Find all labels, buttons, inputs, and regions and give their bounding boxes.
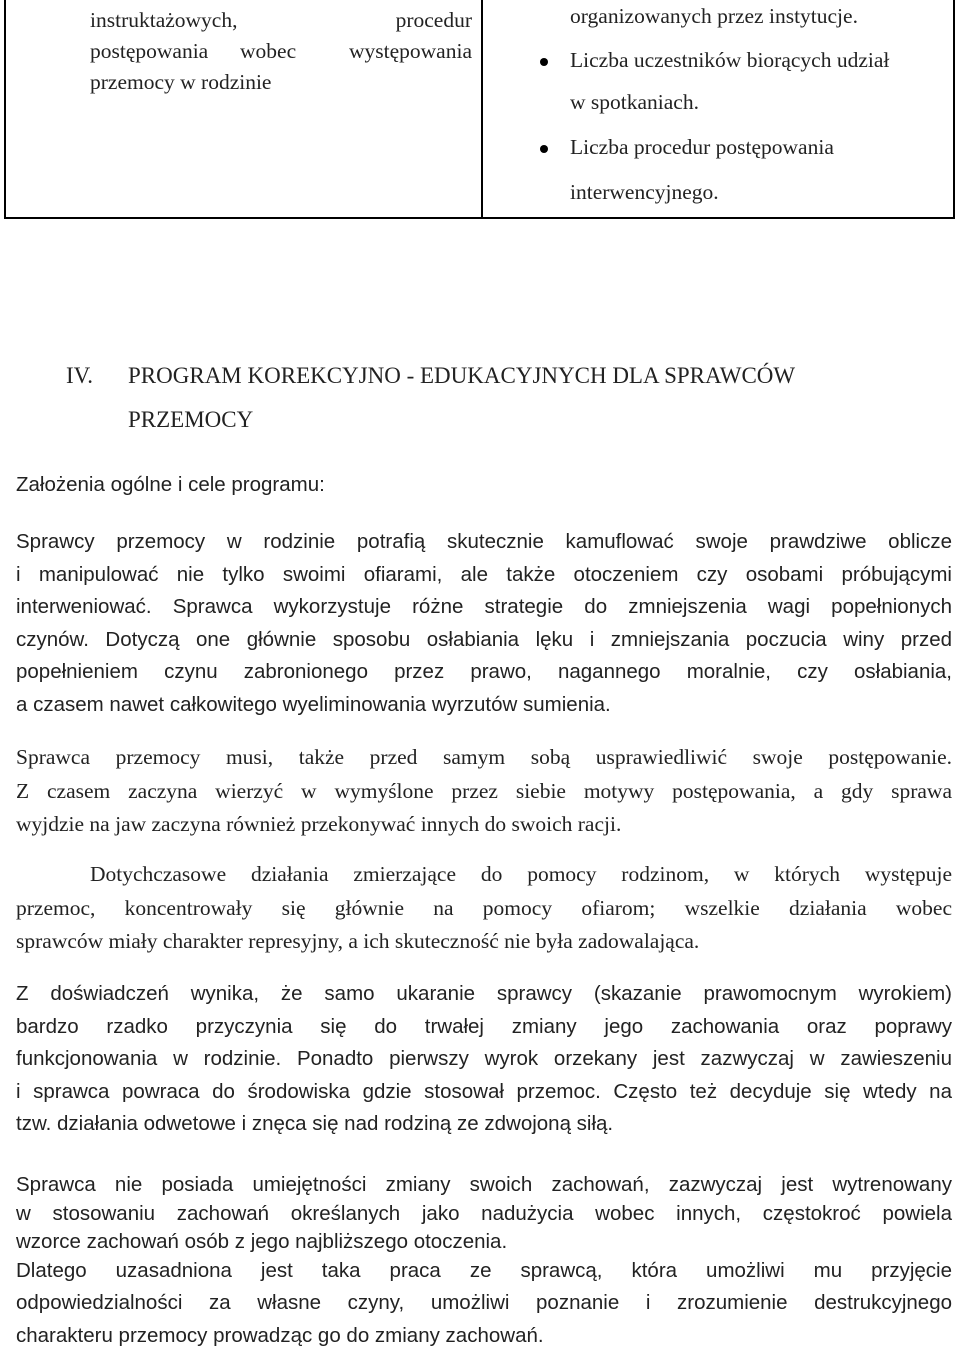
paragraph-line: czynów. Dotyczą one głównie sposobu osłabiania lęku i zmniejszania poczucia winy przed: [16, 627, 952, 651]
left-cell-word: instruktażowych,: [90, 8, 238, 32]
paragraph-line: tzw. działania odwetowe i znęca się nad rodziną ze zdwojoną siłą.: [16, 1112, 614, 1135]
bullet-icon: [540, 58, 548, 66]
paragraph-line: i manipulować nie tylko swoimi ofiarami, ale także otoczeniem czy osobami próbującymi: [16, 562, 952, 586]
paragraph: [16, 978, 952, 1141]
paragraph-line: Z czasem zaczyna wierzyć w wymyślone przez siebie motywy postępowania, a gdy sprawa: [16, 778, 952, 803]
left-cell-word: występowania: [349, 39, 472, 63]
section-title-continuation: PRZEMOCY: [128, 407, 254, 432]
paragraph-line: Dlatego uzasadniona jest taka praca ze sprawcą, która umożliwi mu przyjęcie: [16, 1258, 952, 1282]
subheading: Założenia ogólne i cele programu:: [16, 473, 325, 496]
paragraph-line: w stosowaniu zachowań określanych jako nadużycia wobec innych, częstokroć powiela: [16, 1201, 952, 1225]
left-cell-line: przemocy w rodzinie: [90, 70, 272, 94]
paragraph-line: wyjdzie na jaw zaczyna również przekonywać innych do swoich racji.: [16, 812, 622, 836]
paragraph: [16, 741, 952, 842]
paragraph-line: odpowiedzialności za własne czyny, umożliwi poznanie i zrozumienie destrukcyjnego: [16, 1291, 952, 1314]
bullet-item-continuation: w spotkaniach.: [570, 90, 699, 114]
paragraph-line: Sprawca przemocy musi, także przed samym sobą usprawiedliwić swoje postępowanie.: [16, 745, 952, 769]
paragraph-line: Dotychczasowe działania zmierzające do pomocy rodzinom, w których występuje: [90, 862, 952, 886]
paragraph-line: charakteru przemocy prowadząc go do zmiany zachowań.: [16, 1323, 544, 1347]
bullet-item-continuation: interwencyjnego.: [570, 180, 719, 204]
paragraph-line: wzorce zachowań osób z jego najbliższego otoczenia.: [16, 1230, 508, 1253]
paragraph-line: i sprawca powraca do środowiska gdzie stosował przemoc. Często też decyduje się wtedy na: [16, 1079, 952, 1103]
section-title: PROGRAM KOREKCYJNO - EDUKACYJNYCH DLA SPRAWCÓW: [128, 363, 796, 388]
paragraph-line: a czasem nawet całkowitego wyeliminowania wyrzutów sumienia.: [16, 692, 611, 716]
paragraph-line: Z doświadczeń wynika, że samo ukaranie sprawcy (skazanie prawomocnym wyrokiem): [16, 982, 952, 1005]
paragraph-line: popełnieniem czynu zabronionego przez prawo, nagannego moralnie, czy osłabiania,: [16, 660, 952, 684]
left-cell-word: wobec: [240, 39, 297, 63]
paragraph-line: bardzo rzadko przyczynia się do trwałej zmiany jego zachowania oraz poprawy: [16, 1014, 952, 1038]
indicators-table: [4, 0, 955, 219]
paragraph: [16, 1171, 952, 1350]
paragraph-line: Sprawcy przemocy w rodzinie potrafią skutecznie kamuflować swoje prawdziwe oblicze: [16, 530, 952, 553]
bullet-item: Liczba uczestników biorących udział: [570, 48, 890, 72]
section-number: IV.: [66, 363, 94, 388]
paragraph-line: funkcjonowania w rodzinie. Ponadto pierwszy wyrok orzekany jest zazwyczaj w zawieszeniu: [16, 1047, 952, 1070]
paragraph: [16, 858, 952, 959]
left-cell-word: procedur: [395, 8, 472, 32]
right-cell-line: organizowanych przez instytucje.: [570, 4, 858, 28]
paragraph-line: przemoc, koncentrowały się głównie na pomocy ofiarom; wszelkie działania wobec: [16, 895, 952, 920]
bullet-item: Liczba procedur postępowania: [570, 135, 834, 159]
paragraph: [16, 526, 952, 722]
left-cell-word: postępowania: [90, 39, 209, 63]
table-column-divider: [481, 0, 483, 217]
paragraph-line: interweniować. Sprawca wykorzystuje różne strategie do zmniejszenia wagi popełnionych: [16, 595, 952, 619]
paragraph-line: Sprawca nie posiada umiejętności zmiany swoich zachowań, zazwyczaj jest wytrenowany: [16, 1173, 952, 1196]
bullet-icon: [540, 145, 548, 153]
paragraph-line: sprawców miały charakter represyjny, a ich skuteczność nie była zadowalająca.: [16, 929, 700, 953]
